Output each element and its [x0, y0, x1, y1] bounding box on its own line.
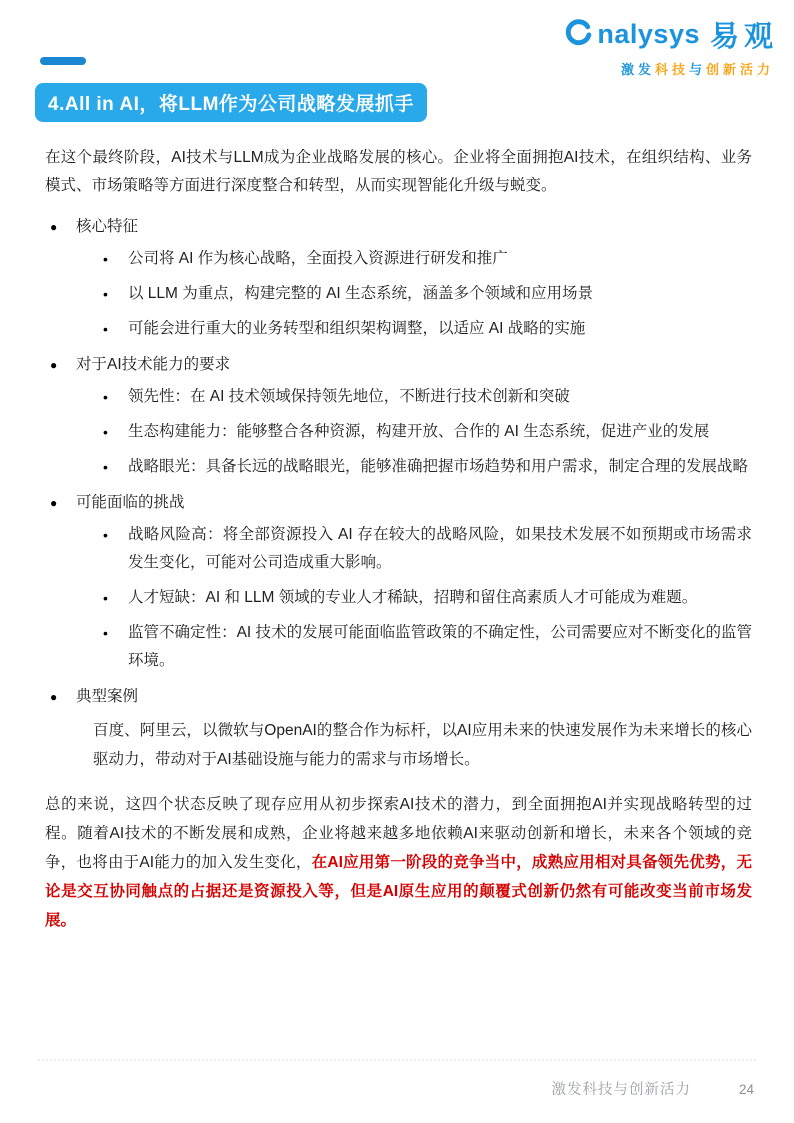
footer-slogan: 激发科技与创新活力 [551, 1082, 691, 1098]
list-item [45, 521, 752, 577]
list-item-text: 监管不确定性：AI 技术的发展可能面临监管政策的不确定性，公司需要应对不断变化的监管环境。 [128, 624, 752, 669]
page-footer [38, 1059, 756, 1099]
header-accent-dash [40, 57, 86, 65]
section-heading [45, 212, 752, 242]
sub-bullet-list [45, 521, 752, 675]
section-heading-label: 可能面临的挑战 [76, 494, 185, 511]
list-section [45, 682, 752, 774]
list-item [45, 245, 752, 273]
intro-paragraph: 在这个最终阶段，AI技术与LLM成为企业战略发展的核心。企业将全面拥抱AI技术，在组织结构、业务模式、市场策略等方面进行深度整合和转型，从而实现智能化升级与蜕变。 [45, 149, 752, 194]
sub-bullet-icon: • [103, 459, 108, 475]
list-item [45, 584, 752, 612]
sub-bullet-icon: • [103, 527, 108, 543]
list-item [45, 315, 752, 343]
sub-bullet-list [45, 245, 752, 343]
conclusion-normal-text: 总的来说，这四个状态反映了现存应用从初步探索AI技术的潜力，到全面拥抱AI并实现战略转型的过程。随着AI技术的不断发展和成熟，企业将越来越多地依赖AI来驱动创新和增长，未来各个领域的竞争，也将由于AI能力的加入发生变化， [45, 796, 752, 871]
page-content [0, 144, 794, 935]
case-paragraph: 百度、阿里云，以微软与OpenAI的整合作为标杆，以AI应用未来的快速发展作为未来增长的核心驱动力，带动对于AI基础设施与能力的需求与市场增长。 [93, 722, 752, 768]
logo-brand-row [565, 14, 778, 55]
bullet-icon: ● [50, 220, 58, 234]
section-title-badge: 4.All in AI，将LLM作为公司战略发展抓手 [35, 83, 427, 122]
list-item [45, 280, 752, 308]
logo-brand-cn: 易观 [709, 21, 778, 53]
bullet-icon: ● [50, 496, 58, 510]
list-item-text: 公司将 AI 作为核心战略，全面投入资源进行研发和推广 [128, 250, 508, 267]
section-heading [45, 682, 752, 712]
list-item-text: 生态构建能力：能够整合各种资源，构建开放、合作的 AI 生态系统，促进产业的发展 [128, 423, 710, 440]
sub-bullet-icon: • [103, 590, 108, 606]
list-item [45, 619, 752, 675]
sub-bullet-icon: • [103, 424, 108, 440]
list-item [45, 453, 752, 481]
logo-brand-en: nalysys [597, 19, 700, 49]
sub-bullet-icon: • [103, 251, 108, 267]
section-heading-label: 核心特征 [76, 218, 139, 235]
sub-bullet-icon: • [103, 625, 108, 641]
page-number: 24 [738, 1082, 754, 1097]
list-item-text: 以 LLM 为重点，构建完整的 AI 生态系统，涵盖多个领域和应用场景 [128, 285, 594, 302]
section-heading-label: 对于AI技术能力的要求 [76, 356, 231, 373]
list-item-text: 战略风险高：将全部资源投入 AI 存在较大的战略风险，如果技术发展不如预期或市场需求发生变化，可能对公司造成重大影响。 [128, 526, 752, 571]
section-heading-label: 典型案例 [76, 688, 139, 705]
footer-row [38, 1061, 756, 1099]
tagline-part: 科技 [654, 62, 689, 77]
conclusion-highlight-text: 在AI应用第一阶段的竞争当中，成熟应用相对具备领先优势，无论是交互协同触点的占据还是资源投入等，但是AI原生应用的颠覆式创新仍然有可能改变当前市场发展。 [45, 854, 752, 929]
section-heading [45, 350, 752, 380]
sub-bullet-icon: • [103, 286, 108, 302]
section-heading [45, 488, 752, 518]
list-item [45, 383, 752, 411]
sub-bullet-list [45, 383, 752, 481]
tagline-part: 与 [688, 62, 706, 77]
conclusion-paragraph [45, 790, 752, 935]
logo-tagline [565, 59, 778, 78]
tagline-part: 创新活力 [705, 62, 774, 77]
list-item [45, 418, 752, 446]
bullet-icon: ● [50, 690, 58, 704]
list-item-text: 可能会进行重大的业务转型和组织架构调整，以适应 AI 战略的实施 [128, 320, 586, 337]
bullet-icon: ● [50, 358, 58, 372]
list-section [45, 212, 752, 343]
list-section [45, 350, 752, 481]
sub-bullet-icon: • [103, 321, 108, 337]
list-item-text: 领先性：在 AI 技术领域保持领先地位，不断进行技术创新和突破 [128, 388, 570, 405]
list-item-text: 人才短缺：AI 和 LLM 领域的专业人才稀缺，招聘和留住高素质人才可能成为难题。 [128, 589, 698, 606]
list-section [45, 488, 752, 675]
analysys-logo [565, 14, 778, 78]
sub-bullet-icon: • [103, 389, 108, 405]
tagline-part: 激发 [620, 62, 655, 77]
logo-swoosh-icon [565, 18, 593, 51]
bullet-list [45, 212, 752, 774]
list-item-text: 战略眼光：具备长远的战略眼光，能够准确把握市场趋势和用户需求，制定合理的发展战略 [128, 458, 749, 475]
